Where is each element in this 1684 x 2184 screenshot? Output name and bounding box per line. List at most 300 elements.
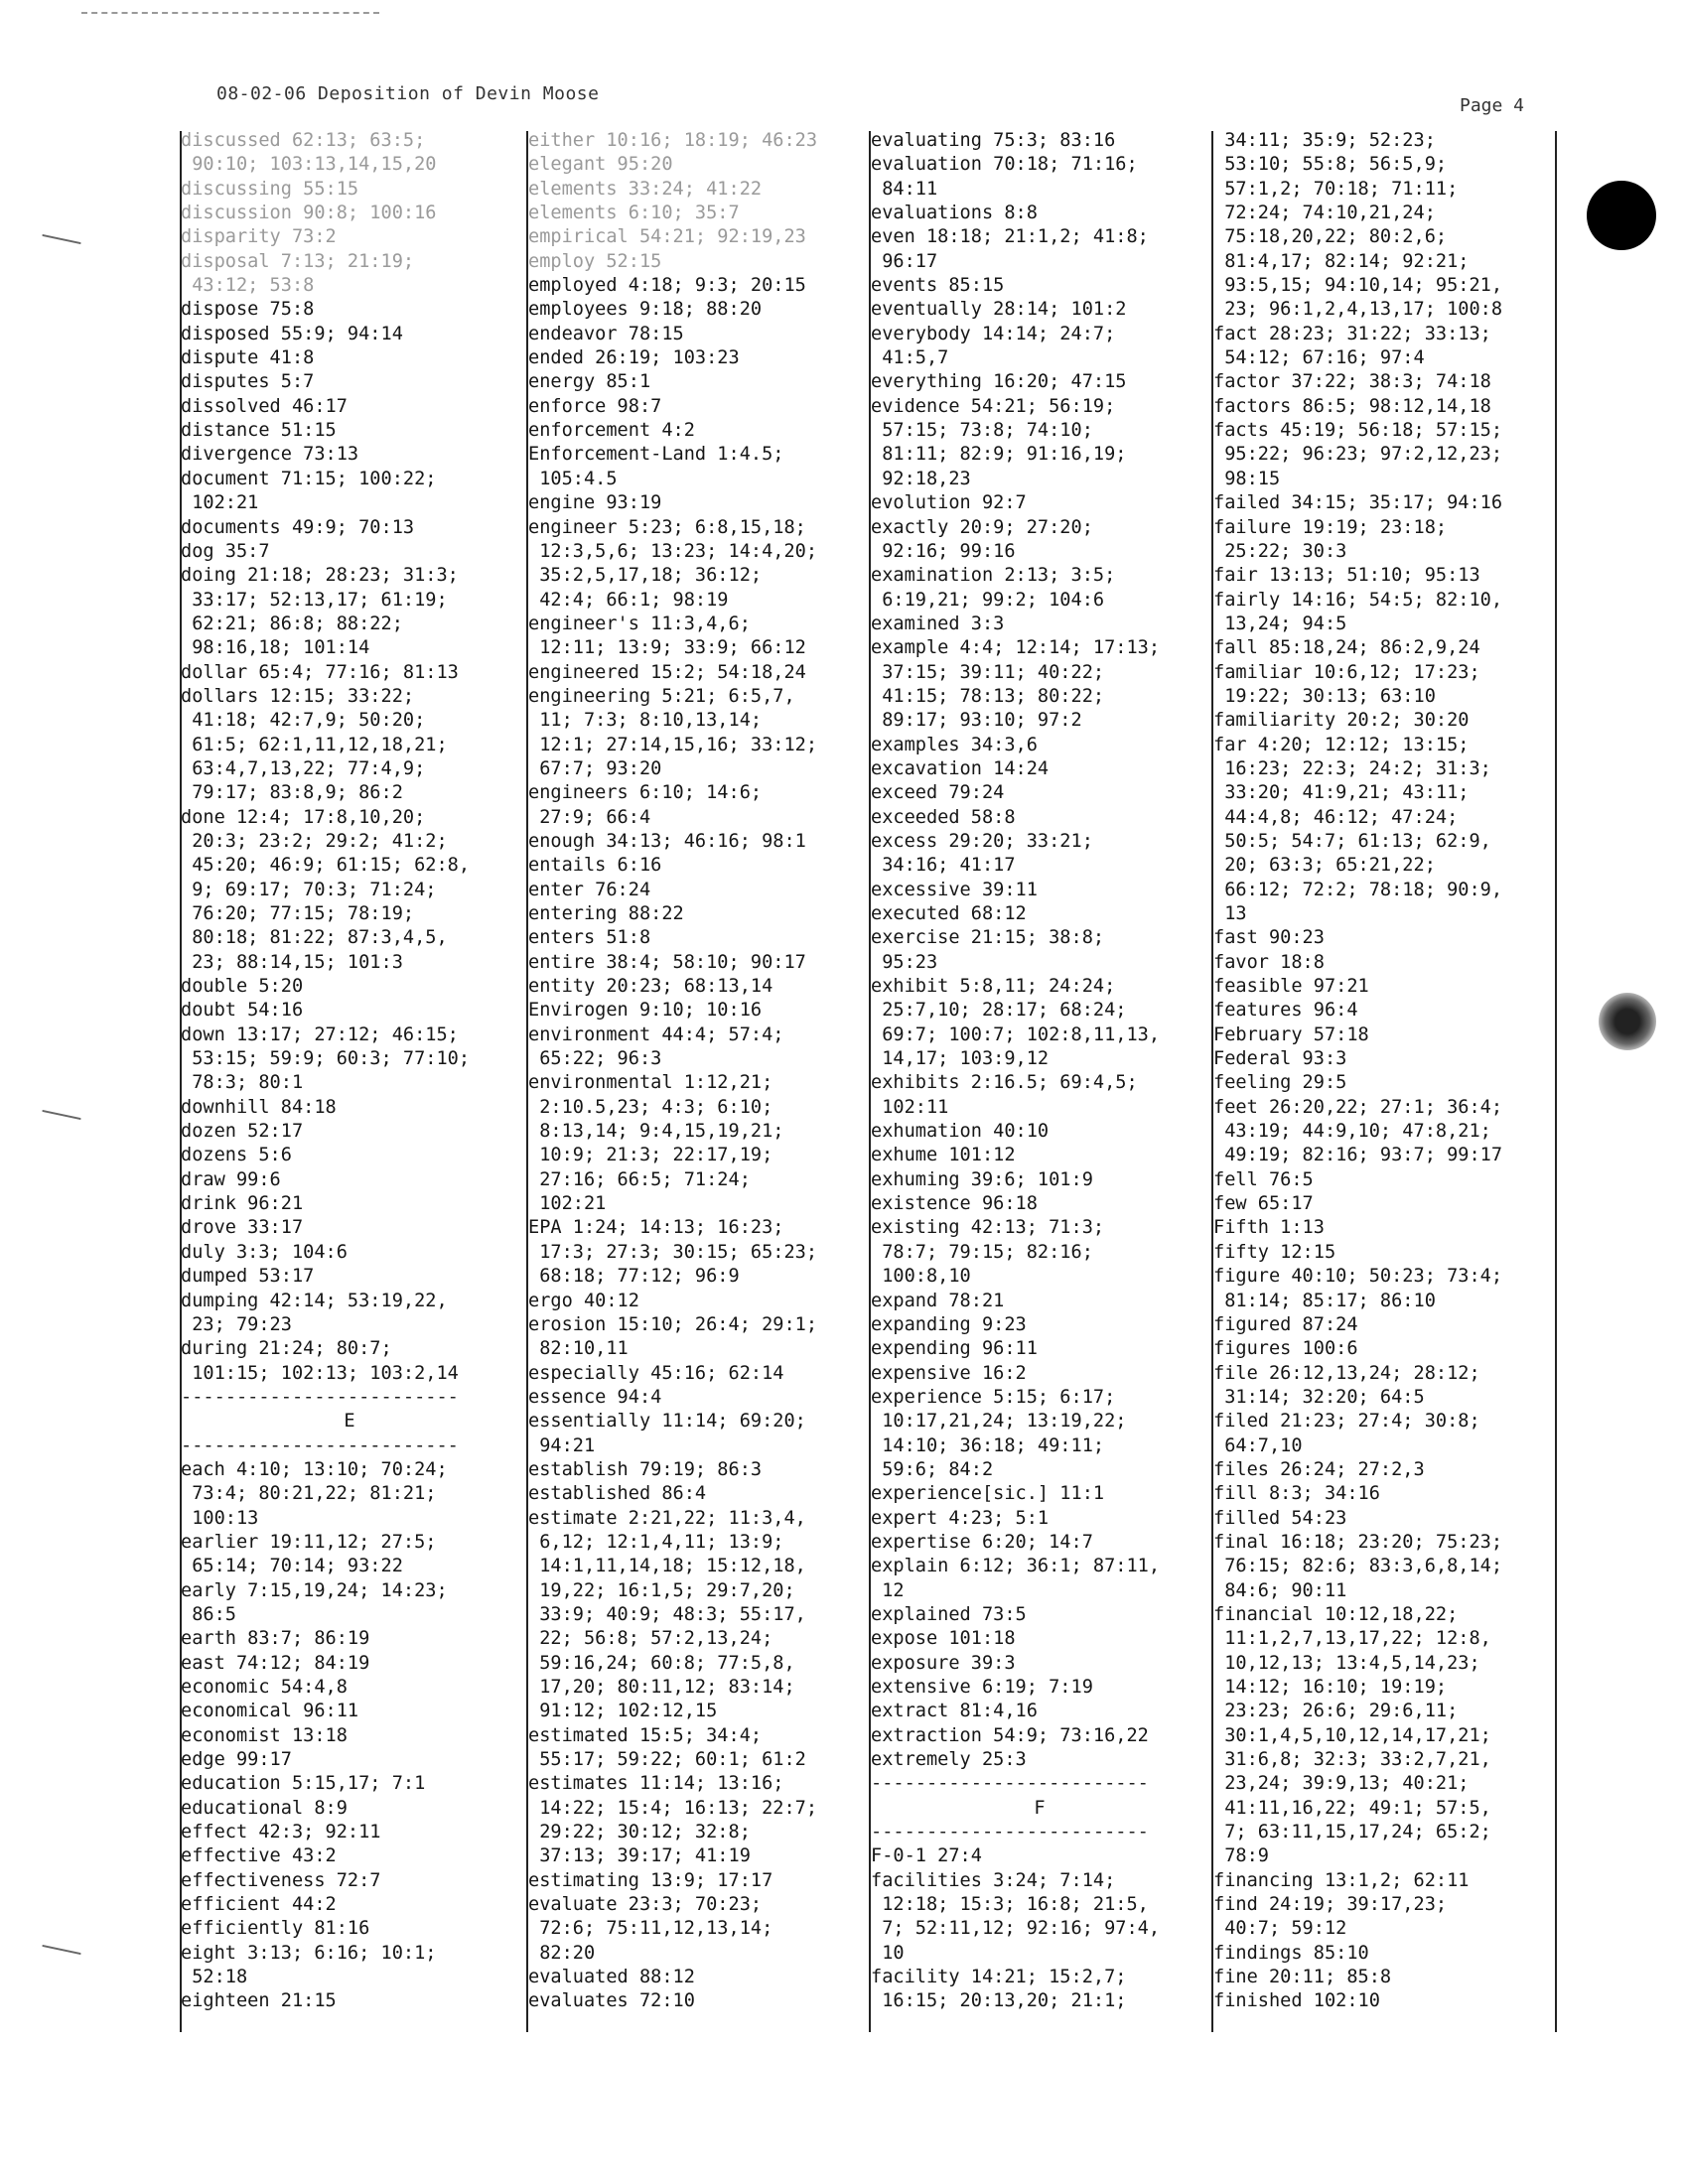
- index-entry: doing 21:18; 28:23; 31:3;: [181, 565, 459, 587]
- index-entry: 34:11; 35:9; 52:23;: [1213, 130, 1436, 151]
- index-column-1: [181, 129, 518, 2035]
- index-entry: 11:1,2,7,13,17,22; 12:8,: [1213, 1628, 1491, 1650]
- index-entry: 16:15; 20:13,20; 21:1;: [871, 1990, 1127, 2012]
- index-entry: 61:5; 62:1,11,12,18,21;: [181, 734, 448, 755]
- index-entry: fall 85:18,24; 86:2,9,24: [1213, 637, 1480, 659]
- index-entry: drink 96:21: [181, 1193, 304, 1215]
- index-entry: failed 34:15; 35:17; 94:16: [1213, 492, 1503, 514]
- index-entry: fairly 14:16; 54:5; 82:10,: [1213, 589, 1503, 611]
- index-entry: find 24:19; 39:17,23;: [1213, 1894, 1448, 1916]
- index-entry: 23:23; 26:6; 29:6,11;: [1213, 1701, 1459, 1722]
- index-entry: endeavor 78:15: [528, 323, 684, 344]
- index-entry: enter 76:24: [528, 879, 651, 900]
- index-entry: 50:5; 54:7; 61:13; 62:9,: [1213, 830, 1491, 852]
- index-entry: 91:12; 102:12,15: [528, 1701, 718, 1722]
- index-entry: dollars 12:15; 33:22;: [181, 685, 415, 707]
- index-entry: 41:15; 78:13; 80:22;: [871, 685, 1105, 707]
- index-entry: 65:22; 96:3: [528, 1048, 662, 1070]
- index-entry: -------------------------: [871, 1822, 1149, 1843]
- index-entry: expose 101:18: [871, 1628, 1016, 1650]
- index-entry: 27:16; 66:5; 71:24;: [528, 1168, 751, 1190]
- index-entry: dumped 53:17: [181, 1266, 315, 1288]
- index-entry: enforcement 4:2: [528, 420, 695, 442]
- index-entry: 16:23; 22:3; 24:2; 31:3;: [1213, 757, 1491, 779]
- index-entry: failure 19:19; 23:18;: [1213, 516, 1448, 538]
- index-entry: efficient 44:2: [181, 1894, 337, 1916]
- index-entry: file 26:12,13,24; 28:12;: [1213, 1362, 1480, 1384]
- index-entry: 33:17; 52:13,17; 61:19;: [181, 589, 448, 611]
- index-entry: expert 4:23; 5:1: [871, 1507, 1050, 1529]
- index-entry: elegant 95:20: [528, 154, 673, 176]
- index-entry: disputes 5:7: [181, 371, 315, 393]
- index-entry: everything 16:20; 47:15: [871, 371, 1127, 393]
- index-entry: 37:15; 39:11; 40:22;: [871, 661, 1105, 683]
- index-entry: dissolved 46:17: [181, 395, 348, 417]
- scan-mark: [42, 1110, 81, 1120]
- index-entry: feet 26:20,22; 27:1; 36:4;: [1213, 1096, 1503, 1118]
- punch-hole: [1587, 181, 1656, 250]
- index-entry: few 65:17: [1213, 1193, 1314, 1215]
- index-column-4: [1213, 129, 1556, 2035]
- index-entry: 31:14; 32:20; 64:5: [1213, 1386, 1425, 1408]
- index-entry: estimate 2:21,22; 11:3,4,: [528, 1507, 806, 1529]
- index-entry: duly 3:3; 104:6: [181, 1241, 348, 1263]
- index-entry: 102:11: [871, 1096, 949, 1118]
- index-entry: education 5:15,17; 7:1: [181, 1773, 426, 1795]
- index-entry: evidence 54:21; 56:19;: [871, 395, 1116, 417]
- index-entry: 2:10.5,23; 4:3; 6:10;: [528, 1096, 773, 1118]
- index-entry: 17:3; 27:3; 30:15; 65:23;: [528, 1241, 818, 1263]
- index-entry: expanding 9:23: [871, 1313, 1027, 1335]
- index-entry: feasible 97:21: [1213, 976, 1369, 998]
- index-entry: extremely 25:3: [871, 1749, 1027, 1771]
- scan-mark: [42, 234, 81, 244]
- index-entry: 6:19,21; 99:2; 104:6: [871, 589, 1105, 611]
- index-entry: disparity 73:2: [181, 226, 337, 248]
- index-entry: establish 79:19; 86:3: [528, 1458, 763, 1480]
- index-column-2: [528, 129, 866, 2035]
- index-entry: 78:7; 79:15; 82:16;: [871, 1241, 1093, 1263]
- index-entry: findings 85:10: [1213, 1942, 1369, 1964]
- index-entry: early 7:15,19,24; 14:23;: [181, 1579, 448, 1601]
- index-entry: entails 6:16: [528, 855, 662, 877]
- index-entry: 76:20; 77:15; 78:19;: [181, 903, 415, 924]
- index-entry: each 4:10; 13:10; 70:24;: [181, 1458, 448, 1480]
- index-entry: everybody 14:14; 24:7;: [871, 323, 1116, 344]
- index-entry: -------------------------: [181, 1386, 459, 1408]
- index-entry: 100:13: [181, 1507, 259, 1529]
- index-entry: filled 54:23: [1213, 1507, 1347, 1529]
- scan-artifact: [81, 12, 379, 14]
- index-entry: 89:17; 93:10; 97:2: [871, 710, 1082, 732]
- index-entry: favor 18:8: [1213, 951, 1325, 973]
- index-entry: -------------------------: [871, 1773, 1149, 1795]
- index-entry: engineer's 11:3,4,6;: [528, 613, 751, 634]
- index-entry: exceeded 58:8: [871, 806, 1016, 828]
- index-entry: ergo 40:12: [528, 1290, 639, 1311]
- index-entry: disposed 55:9; 94:14: [181, 323, 403, 344]
- index-entry: fill 8:3; 34:16: [1213, 1483, 1380, 1505]
- index-entry: facilities 3:24; 7:14;: [871, 1869, 1116, 1891]
- index-entry: engineer 5:23; 6:8,15,18;: [528, 516, 806, 538]
- index-entry: 11; 7:3; 8:10,13,14;: [528, 710, 763, 732]
- index-entry: 65:14; 70:14; 93:22: [181, 1556, 403, 1577]
- index-entry: 78:9: [1213, 1845, 1269, 1867]
- index-entry: factors 86:5; 98:12,14,18: [1213, 395, 1491, 417]
- index-entry: elements 33:24; 41:22: [528, 178, 763, 200]
- index-entry: 6,12; 12:1,4,11; 13:9;: [528, 1531, 784, 1553]
- index-entry: 7; 52:11,12; 92:16; 97:4,: [871, 1918, 1161, 1940]
- index-entry: 14:22; 15:4; 16:13; 22:7;: [528, 1797, 818, 1819]
- index-entry: 33:20; 41:9,21; 43:11;: [1213, 782, 1470, 804]
- index-entry: dozens 5:6: [181, 1145, 292, 1166]
- index-entry: feeling 29:5: [1213, 1072, 1347, 1094]
- index-entry: 52:18: [181, 1967, 248, 1988]
- index-entry: evaluated 88:12: [528, 1967, 695, 1988]
- index-entry: environmental 1:12,21;: [528, 1072, 773, 1094]
- index-entry: financial 10:12,18,22;: [1213, 1603, 1459, 1625]
- index-entry: executed 68:12: [871, 903, 1027, 924]
- index-entry: Federal 93:3: [1213, 1048, 1347, 1070]
- index-entry: exhume 101:12: [871, 1145, 1016, 1166]
- index-entry: estimates 11:14; 13:16;: [528, 1773, 784, 1795]
- index-entry: 17,20; 80:11,12; 83:14;: [528, 1677, 795, 1698]
- index-entry: 45:20; 46:9; 61:15; 62:8,: [181, 855, 471, 877]
- index-entry: existence 96:18: [871, 1193, 1038, 1215]
- index-entry: 19:22; 30:13; 63:10: [1213, 685, 1436, 707]
- index-entry: employed 4:18; 9:3; 20:15: [528, 275, 806, 297]
- index-entry: expending 96:11: [871, 1338, 1038, 1360]
- index-entry: economic 54:4,8: [181, 1677, 348, 1698]
- scan-mark: [42, 1945, 81, 1955]
- index-entry: fifty 12:15: [1213, 1241, 1336, 1263]
- index-entry: disposal 7:13; 21:19;: [181, 250, 415, 272]
- index-entry: evaluate 23:3; 70:23;: [528, 1894, 763, 1916]
- index-entry: empirical 54:21; 92:19,23: [528, 226, 806, 248]
- index-entry: examined 3:3: [871, 613, 1005, 634]
- index-entry: 40:7; 59:12: [1213, 1918, 1347, 1940]
- index-entry: 10,12,13; 13:4,5,14,23;: [1213, 1652, 1480, 1674]
- index-entry: elements 6:10; 35:7: [528, 203, 740, 224]
- index-entry: familiarity 20:2; 30:20: [1213, 710, 1470, 732]
- index-entry: 33:9; 40:9; 48:3; 55:17,: [528, 1603, 806, 1625]
- index-entry: educational 8:9: [181, 1797, 348, 1819]
- index-entry: energy 85:1: [528, 371, 651, 393]
- index-entry: explained 73:5: [871, 1603, 1027, 1625]
- index-entry: 22; 56:8; 57:2,13,24;: [528, 1628, 773, 1650]
- index-entry: figured 87:24: [1213, 1313, 1358, 1335]
- index-entry: employ 52:15: [528, 250, 662, 272]
- index-entry: exhuming 39:6; 101:9: [871, 1168, 1093, 1190]
- index-entry: 34:16; 41:17: [871, 855, 1016, 877]
- index-entry: 49:19; 82:16; 93:7; 99:17: [1213, 1145, 1503, 1166]
- index-entry: examples 34:3,6: [871, 734, 1038, 755]
- index-entry: discussion 90:8; 100:16: [181, 203, 437, 224]
- index-entry: dispose 75:8: [181, 299, 315, 321]
- index-entry: 13,24; 94:5: [1213, 613, 1347, 634]
- index-entry: expertise 6:20; 14:7: [871, 1531, 1093, 1553]
- index-entry: facility 14:21; 15:2,7;: [871, 1967, 1127, 1988]
- index-entry: dumping 42:14; 53:19,22,: [181, 1290, 448, 1311]
- index-entry: draw 99:6: [181, 1168, 281, 1190]
- index-entry: documents 49:9; 70:13: [181, 516, 415, 538]
- index-entry: 72:24; 74:10,21,24;: [1213, 203, 1436, 224]
- index-entry: engineers 6:10; 14:6;: [528, 782, 763, 804]
- index-entry: 72:6; 75:11,12,13,14;: [528, 1918, 773, 1940]
- index-entry: 53:15; 59:9; 60:3; 77:10;: [181, 1048, 471, 1070]
- index-entry: 66:12; 72:2; 78:18; 90:9,: [1213, 879, 1503, 900]
- index-entry: economical 96:11: [181, 1701, 359, 1722]
- index-entry: 82:20: [528, 1942, 596, 1964]
- index-entry: 57:1,2; 70:18; 71:11;: [1213, 178, 1459, 200]
- index-entry: 20; 63:3; 65:21,22;: [1213, 855, 1436, 877]
- index-entry: excessive 39:11: [871, 879, 1038, 900]
- index-entry: 76:15; 82:6; 83:3,6,8,14;: [1213, 1556, 1503, 1577]
- index-entry: factor 37:22; 38:3; 74:18: [1213, 371, 1491, 393]
- index-entry: 54:12; 67:16; 97:4: [1213, 347, 1425, 369]
- index-entry: 84:11: [871, 178, 938, 200]
- index-entry: 23; 79:23: [181, 1313, 292, 1335]
- index-entry: events 85:15: [871, 275, 1005, 297]
- index-entry: 82:10,11: [528, 1338, 629, 1360]
- index-entry: 95:23: [871, 951, 938, 973]
- index-entry: expand 78:21: [871, 1290, 1005, 1311]
- index-entry: enough 34:13; 46:16; 98:1: [528, 830, 806, 852]
- index-entry: 9; 69:17; 70:3; 71:24;: [181, 879, 437, 900]
- index-entry: estimating 13:9; 17:17: [528, 1869, 773, 1891]
- index-entry: 23; 96:1,2,4,13,17; 100:8: [1213, 299, 1503, 321]
- index-entry: 27:9; 66:4: [528, 806, 651, 828]
- index-entry: Enforcement-Land 1:4.5;: [528, 444, 784, 466]
- index-entry: essentially 11:14; 69:20;: [528, 1411, 806, 1433]
- index-entry: fast 90:23: [1213, 927, 1325, 949]
- index-entry: 29:22; 30:12; 32:8;: [528, 1822, 751, 1843]
- index-entry: filed 21:23; 27:4; 30:8;: [1213, 1411, 1480, 1433]
- index-entry: far 4:20; 12:12; 13:15;: [1213, 734, 1470, 755]
- index-entry: 14,17; 103:9,12: [871, 1048, 1050, 1070]
- index-entry: edge 99:17: [181, 1749, 292, 1771]
- index-entry: 37:13; 39:17; 41:19: [528, 1845, 751, 1867]
- index-column-3: [871, 129, 1208, 2035]
- index-entry: engineered 15:2; 54:18,24: [528, 661, 806, 683]
- page-title: 08-02-06 Deposition of Devin Moose: [216, 83, 600, 104]
- index-entry: 75:18,20,22; 80:2,6;: [1213, 226, 1448, 248]
- index-entry: figures 100:6: [1213, 1338, 1358, 1360]
- index-entry: 42:4; 66:1; 98:19: [528, 589, 729, 611]
- index-entry: excess 29:20; 33:21;: [871, 830, 1093, 852]
- index-entry: efficiently 81:16: [181, 1918, 370, 1940]
- index-entry: 95:22; 96:23; 97:2,12,23;: [1213, 444, 1503, 466]
- index-entry: 63:4,7,13,22; 77:4,9;: [181, 757, 426, 779]
- index-entry: distance 51:15: [181, 420, 337, 442]
- index-entry: effect 42:3; 92:11: [181, 1822, 381, 1843]
- index-entry: 73:4; 80:21,22; 81:21;: [181, 1483, 437, 1505]
- index-entry: excavation 14:24: [871, 757, 1050, 779]
- index-entry: 86:5: [181, 1603, 236, 1625]
- index-entry: earth 83:7; 86:19: [181, 1628, 370, 1650]
- index-entry: employees 9:18; 88:20: [528, 299, 763, 321]
- index-entry: 55:17; 59:22; 60:1; 61:2: [528, 1749, 806, 1771]
- index-entry: document 71:15; 100:22;: [181, 468, 437, 489]
- index-entry: either 10:16; 18:19; 46:23: [528, 130, 818, 151]
- index-entry: downhill 84:18: [181, 1096, 337, 1118]
- index-entry: 23; 88:14,15; 101:3: [181, 951, 403, 973]
- index-entry: 25:7,10; 28:17; 68:24;: [871, 1000, 1127, 1022]
- index-entry: familiar 10:6,12; 17:23;: [1213, 661, 1480, 683]
- page-number: Page 4: [1460, 95, 1525, 116]
- index-entry: 101:15; 102:13; 103:2,14: [181, 1362, 459, 1384]
- index-entry: 41:11,16,22; 49:1; 57:5,: [1213, 1797, 1491, 1819]
- index-entry: 10:9; 21:3; 22:17,19;: [528, 1145, 773, 1166]
- index-entry: dozen 52:17: [181, 1121, 304, 1143]
- index-entry: 57:15; 73:8; 74:10;: [871, 420, 1093, 442]
- index-entry: fine 20:11; 85:8: [1213, 1967, 1392, 1988]
- index-entry: eventually 28:14; 101:2: [871, 299, 1127, 321]
- index-entry: 98:15: [1213, 468, 1281, 489]
- index-entry: 23,24; 39:9,13; 40:21;: [1213, 1773, 1470, 1795]
- index-entry: east 74:12; 84:19: [181, 1652, 370, 1674]
- index-entry: 19,22; 16:1,5; 29:7,20;: [528, 1579, 795, 1601]
- index-entry: 14:1,11,14,18; 15:12,18,: [528, 1556, 806, 1577]
- index-entry: 102:21: [528, 1193, 607, 1215]
- index-entry: done 12:4; 17:8,10,20;: [181, 806, 426, 828]
- index-entry: extract 81:4,16: [871, 1701, 1038, 1722]
- index-entry: during 21:24; 80:7;: [181, 1338, 392, 1360]
- index-entry: 14:12; 16:10; 19:19;: [1213, 1677, 1448, 1698]
- index-entry: 41:5,7: [871, 347, 949, 369]
- index-entry: 43:19; 44:9,10; 47:8,21;: [1213, 1121, 1491, 1143]
- index-entry: explain 6:12; 36:1; 87:11,: [871, 1556, 1161, 1577]
- index-entry: exceed 79:24: [871, 782, 1005, 804]
- index-entry: evaluations 8:8: [871, 203, 1038, 224]
- index-entry: entering 88:22: [528, 903, 684, 924]
- index-entry: 100:8,10: [871, 1266, 971, 1288]
- index-entry: 20:3; 23:2; 29:2; 41:2;: [181, 830, 448, 852]
- index-entry: 53:10; 55:8; 56:5,9;: [1213, 154, 1448, 176]
- index-entry: 30:1,4,5,10,12,14,17,21;: [1213, 1724, 1491, 1746]
- index-entry: 102:21: [181, 492, 259, 514]
- index-entry: 81:4,17; 82:14; 92:21;: [1213, 250, 1470, 272]
- index-entry: 69:7; 100:7; 102:8,11,13,: [871, 1024, 1161, 1045]
- index-entry: facts 45:19; 56:18; 57:15;: [1213, 420, 1503, 442]
- index-entry: engine 93:19: [528, 492, 662, 514]
- index-entry: 81:14; 85:17; 86:10: [1213, 1290, 1436, 1311]
- index-entry: 93:5,15; 94:10,14; 95:21,: [1213, 275, 1503, 297]
- index-entry: exposure 39:3: [871, 1652, 1016, 1674]
- index-entry: 31:6,8; 32:3; 33:2,7,21,: [1213, 1749, 1491, 1771]
- index-entry: engineering 5:21; 6:5,7,: [528, 685, 795, 707]
- index-entry: down 13:17; 27:12; 46:15;: [181, 1024, 459, 1045]
- index-entry: 105:4.5: [528, 468, 618, 489]
- index-entry: exhibit 5:8,11; 24:24;: [871, 976, 1116, 998]
- index-entry: 64:7,10: [1213, 1434, 1303, 1456]
- index-entry: exhumation 40:10: [871, 1121, 1050, 1143]
- index-entry: essence 94:4: [528, 1386, 662, 1408]
- index-entry: even 18:18; 21:1,2; 41:8;: [871, 226, 1149, 248]
- index-entry: example 4:4; 12:14; 17:13;: [871, 637, 1161, 659]
- index-entry: divergence 73:13: [181, 444, 359, 466]
- index-entry: fell 76:5: [1213, 1168, 1314, 1190]
- index-entry: evolution 92:7: [871, 492, 1027, 514]
- index-entry: 67:7; 93:20: [528, 757, 662, 779]
- index-entry: 12: [871, 1579, 905, 1601]
- index-entry: 68:18; 77:12; 96:9: [528, 1266, 740, 1288]
- index-entry: effectiveness 72:7: [181, 1869, 381, 1891]
- index-entry: 79:17; 83:8,9; 86:2: [181, 782, 403, 804]
- index-entry: 10: [871, 1942, 905, 1964]
- index-entry: dog 35:7: [181, 540, 270, 562]
- index-entry: 43:12; 53:8: [181, 275, 315, 297]
- index-entry: extraction 54:9; 73:16,22: [871, 1724, 1149, 1746]
- index-entry: earlier 19:11,12; 27:5;: [181, 1531, 437, 1553]
- index-entry: 92:18,23: [871, 468, 971, 489]
- index-entry: 81:11; 82:9; 91:16,19;: [871, 444, 1127, 466]
- index-entry: Envirogen 9:10; 10:16: [528, 1000, 763, 1022]
- index-entry: 92:16; 99:16: [871, 540, 1016, 562]
- index-entry: entire 38:4; 58:10; 90:17: [528, 951, 806, 973]
- index-entry: fact 28:23; 31:22; 33:13;: [1213, 323, 1491, 344]
- index-entry: estimated 15:5; 34:4;: [528, 1724, 763, 1746]
- index-entry: 90:10; 103:13,14,15,20: [181, 154, 437, 176]
- index-entry: Fifth 1:13: [1213, 1217, 1325, 1239]
- index-entry: 25:22; 30:3: [1213, 540, 1347, 562]
- index-entry: 98:16,18; 101:14: [181, 637, 370, 659]
- index-entry: features 96:4: [1213, 1000, 1358, 1022]
- index-entry: 84:6; 90:11: [1213, 1579, 1347, 1601]
- index-entry: 96:17: [871, 250, 938, 272]
- index-entry: F: [1034, 1797, 1046, 1819]
- index-entry: 12:11; 13:9; 33:9; 66:12: [528, 637, 806, 659]
- index-entry: 8:13,14; 9:4,15,19,21;: [528, 1121, 784, 1143]
- index-entry: 59:16,24; 60:8; 77:5,8,: [528, 1652, 795, 1674]
- index-entry: exercise 21:15; 38:8;: [871, 927, 1105, 949]
- index-entry: F-0-1 27:4: [871, 1845, 982, 1867]
- index-entry: 80:18; 81:22; 87:3,4,5,: [181, 927, 448, 949]
- index-entry: EPA 1:24; 14:13; 16:23;: [528, 1217, 784, 1239]
- index-entry: enters 51:8: [528, 927, 651, 949]
- index-entry: 14:10; 36:18; 49:11;: [871, 1434, 1105, 1456]
- index-entry: especially 45:16; 62:14: [528, 1362, 784, 1384]
- index-entry: evaluating 75:3; 83:16: [871, 130, 1116, 151]
- index-entry: experience[sic.] 11:1: [871, 1483, 1105, 1505]
- index-entry: 41:18; 42:7,9; 50:20;: [181, 710, 426, 732]
- punch-hole: [1599, 993, 1656, 1050]
- index-entry: 7; 63:11,15,17,24; 65:2;: [1213, 1822, 1491, 1843]
- index-entry: 44:4,8; 46:12; 47:24;: [1213, 806, 1459, 828]
- index-entry: final 16:18; 23:20; 75:23;: [1213, 1531, 1503, 1553]
- index-entry: 35:2,5,17,18; 36:12;: [528, 565, 763, 587]
- index-entry: eighteen 21:15: [181, 1990, 337, 2012]
- index-entry: 10:17,21,24; 13:19,22;: [871, 1411, 1127, 1433]
- index-entry: evaluation 70:18; 71:16;: [871, 154, 1138, 176]
- index-entry: 13: [1213, 903, 1247, 924]
- index-entry: 62:21; 86:8; 88:22;: [181, 613, 403, 634]
- index-entry: existing 42:13; 71:3;: [871, 1217, 1105, 1239]
- index-entry: files 26:24; 27:2,3: [1213, 1458, 1425, 1480]
- index-entry: double 5:20: [181, 976, 304, 998]
- index-entry: financing 13:1,2; 62:11: [1213, 1869, 1470, 1891]
- index-entry: 78:3; 80:1: [181, 1072, 304, 1094]
- index-entry: exactly 20:9; 27:20;: [871, 516, 1093, 538]
- index-entry: dollar 65:4; 77:16; 81:13: [181, 661, 459, 683]
- index-entry: established 86:4: [528, 1483, 707, 1505]
- index-entry: evaluates 72:10: [528, 1990, 695, 2012]
- index-entry: 12:1; 27:14,15,16; 33:12;: [528, 734, 818, 755]
- index-entry: -------------------------: [181, 1434, 459, 1456]
- index-entry: exhibits 2:16.5; 69:4,5;: [871, 1072, 1138, 1094]
- index-entry: enforce 98:7: [528, 395, 662, 417]
- index-entry: erosion 15:10; 26:4; 29:1;: [528, 1313, 818, 1335]
